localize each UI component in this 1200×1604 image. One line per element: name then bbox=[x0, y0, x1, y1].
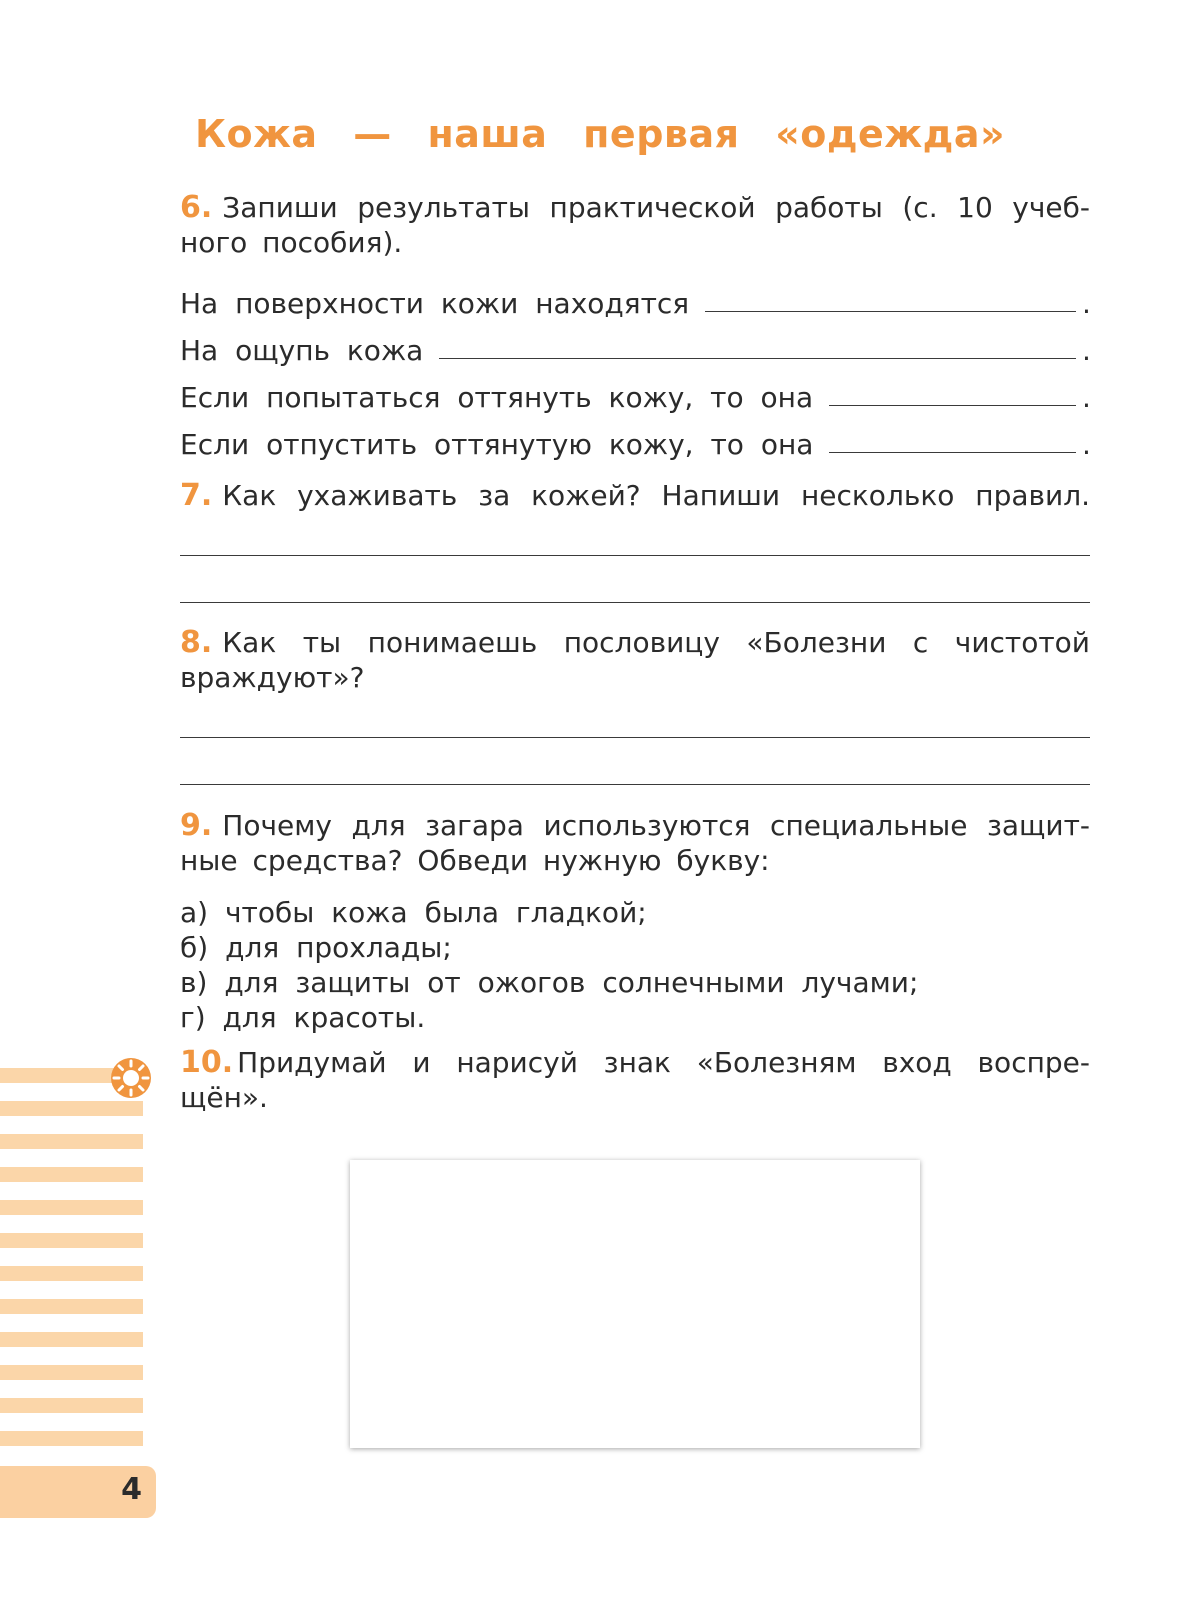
option-g[interactable]: г) для красоты. bbox=[180, 1001, 426, 1034]
answer-line[interactable] bbox=[180, 602, 1090, 603]
task-9-text: Почему для загара используются специальные защит- bbox=[222, 809, 1090, 842]
page-number-tab bbox=[0, 1466, 156, 1518]
drawing-area[interactable] bbox=[350, 1160, 920, 1448]
task-10-number: 10. bbox=[180, 1045, 234, 1080]
page-title: Кожа — наша первая «одежда» bbox=[194, 112, 1006, 156]
answer-blank[interactable] bbox=[705, 310, 1076, 312]
task-9-line2: ные средства? Обведи нужную букву: bbox=[180, 844, 770, 877]
option-a[interactable]: а) чтобы кожа была гладкой; bbox=[180, 896, 647, 929]
task-8-text: Как ты понимаешь пословицу «Болезни с чистотой bbox=[222, 626, 1090, 659]
task-8-line2: враждуют»? bbox=[180, 661, 365, 694]
decor-stripe bbox=[0, 1200, 143, 1215]
page-number: 4 bbox=[121, 1472, 142, 1507]
decor-stripe bbox=[0, 1167, 143, 1182]
answer-line[interactable] bbox=[180, 784, 1090, 785]
answer-line[interactable] bbox=[180, 555, 1090, 556]
task-6-line2: ного пособия). bbox=[180, 226, 403, 259]
answer-blank[interactable] bbox=[829, 451, 1076, 453]
decor-stripe bbox=[0, 1431, 143, 1446]
task-8-line1 bbox=[180, 625, 1090, 660]
fill-row-label: Если попытаться оттянуть кожу, то она bbox=[180, 381, 814, 414]
task-7-number: 7. bbox=[180, 478, 213, 513]
task-7 bbox=[180, 478, 1090, 513]
decor-stripe bbox=[0, 1365, 143, 1380]
fill-row-label: На поверхности кожи находятся bbox=[180, 287, 690, 320]
task-10-text: Придумай и нарисуй знак «Болезням вход воспре- bbox=[237, 1046, 1090, 1079]
fill-row-dot: . bbox=[1082, 334, 1091, 367]
task-10-line1 bbox=[180, 1045, 1090, 1080]
decor-stripe bbox=[0, 1266, 143, 1281]
fill-row-4 bbox=[180, 425, 1090, 461]
task-6-line1 bbox=[180, 190, 1090, 225]
task-6-number: 6. bbox=[180, 190, 213, 225]
task-6-text: Запиши результаты практической работы (с. 10 учеб- bbox=[222, 191, 1090, 224]
fill-row-1 bbox=[180, 284, 1090, 320]
answer-blank[interactable] bbox=[439, 357, 1076, 359]
decor-stripe bbox=[0, 1233, 143, 1248]
option-b[interactable]: б) для прохлады; bbox=[180, 931, 452, 964]
fill-row-dot: . bbox=[1082, 381, 1091, 414]
fill-row-dot: . bbox=[1082, 287, 1091, 320]
decor-stripe bbox=[0, 1299, 143, 1314]
fill-row-label: Если отпустить оттянутую кожу, то она bbox=[180, 428, 814, 461]
decor-stripe bbox=[0, 1101, 143, 1116]
decor-stripe bbox=[0, 1332, 143, 1347]
sun-icon bbox=[109, 1056, 153, 1100]
task-8-number: 8. bbox=[180, 625, 213, 660]
task-10-line2: щён». bbox=[180, 1081, 268, 1114]
decor-stripe bbox=[0, 1398, 143, 1413]
task-9-number: 9. bbox=[180, 808, 213, 843]
answer-blank[interactable] bbox=[829, 404, 1076, 406]
task-7-text: Как ухаживать за кожей? Напиши несколько правил. bbox=[222, 479, 1090, 512]
fill-row-dot: . bbox=[1082, 428, 1091, 461]
task-9-line1 bbox=[180, 808, 1090, 843]
option-v[interactable]: в) для защиты от ожогов солнечными лучами; bbox=[180, 966, 919, 999]
fill-row-label: На ощупь кожа bbox=[180, 334, 424, 367]
fill-row-2 bbox=[180, 331, 1090, 367]
fill-row-3 bbox=[180, 378, 1090, 414]
decor-stripe bbox=[0, 1134, 143, 1149]
answer-line[interactable] bbox=[180, 737, 1090, 738]
